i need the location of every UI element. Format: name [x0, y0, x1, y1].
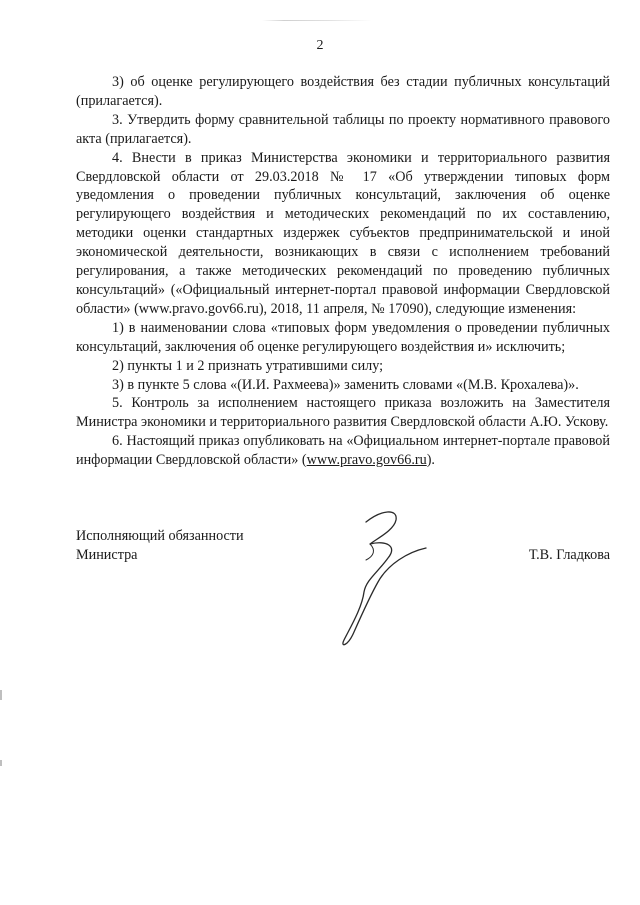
scan-smudge [262, 20, 372, 21]
handwritten-signature [326, 500, 436, 650]
paragraph-item-5-control: 5. Контроль за исполнением настоящего приказа возложить на Заместителя Министра экономики и территориального развития Свердловской области А.Ю. Ускову. [76, 395, 610, 431]
scan-artifact [0, 690, 2, 700]
publish-text-before: 6. Настоящий приказ опубликовать на «Официальном интернет-портале правовой информации Свердловской области» ( [76, 433, 610, 469]
paragraph-item-4-amendments: 4. Внести в приказ Министерства экономики и территориального развития Свердловской области от 29.03.2018 № 17 «Об утверждении типовых форм уведомления о проведении публичных консультаций, заключения об оценке регулирующего воздействия и методических рекомендаций по их составлению, методики оценки стандартных издержек субъектов предпринимательской и иной экономической деятельности, возникающих в связи с исполнением требований регулирования, а также методических рекомендаций по проведению публичных консультаций» («Официальный интернет-портал правовой информации Свердловской области» (www.pravo.gov66.ru), 2018, 11 апреля, № 17090), следующие изменения: [76, 149, 610, 317]
pravo-link[interactable]: www.pravo.gov66.ru [306, 452, 427, 469]
scan-artifact [0, 760, 2, 766]
paragraph-item-3-comparison-table: 3. Утвердить форму сравнительной таблицы по проекту нормативного правового акта (прилагается). [76, 111, 610, 147]
paragraph-item-6-publish [76, 432, 610, 470]
paragraph-subitem-1-name-change: 1) в наименовании слова «типовых форм уведомления о проведении публичных консультаций, заключения об оценке регулирующего воздействия и» исключить; [76, 319, 610, 355]
signatory-name: Т.В. Гладкова [528, 547, 610, 563]
paragraph-subitem-3-assessment: 3) об оценке регулирующего воздействия без стадии публичных консультаций (прилагается). [76, 74, 610, 109]
publish-text-after: ). [426, 452, 435, 469]
signatory-title-line1: Исполняющий обязанности [76, 528, 244, 544]
paragraph-subitem-3-replace-names: 3) в пункте 5 слова «(И.И. Рахмеева)» заменить словами «(М.В. Крохалева)». [112, 376, 579, 393]
page-number: 2 [316, 38, 324, 53]
document-body [76, 73, 610, 470]
signatory-title-line2: Министра [76, 547, 138, 563]
paragraph-subitem-2-invalidate: 2) пункты 1 и 2 признать утратившими силу; [112, 357, 384, 374]
signature-block [76, 527, 610, 565]
